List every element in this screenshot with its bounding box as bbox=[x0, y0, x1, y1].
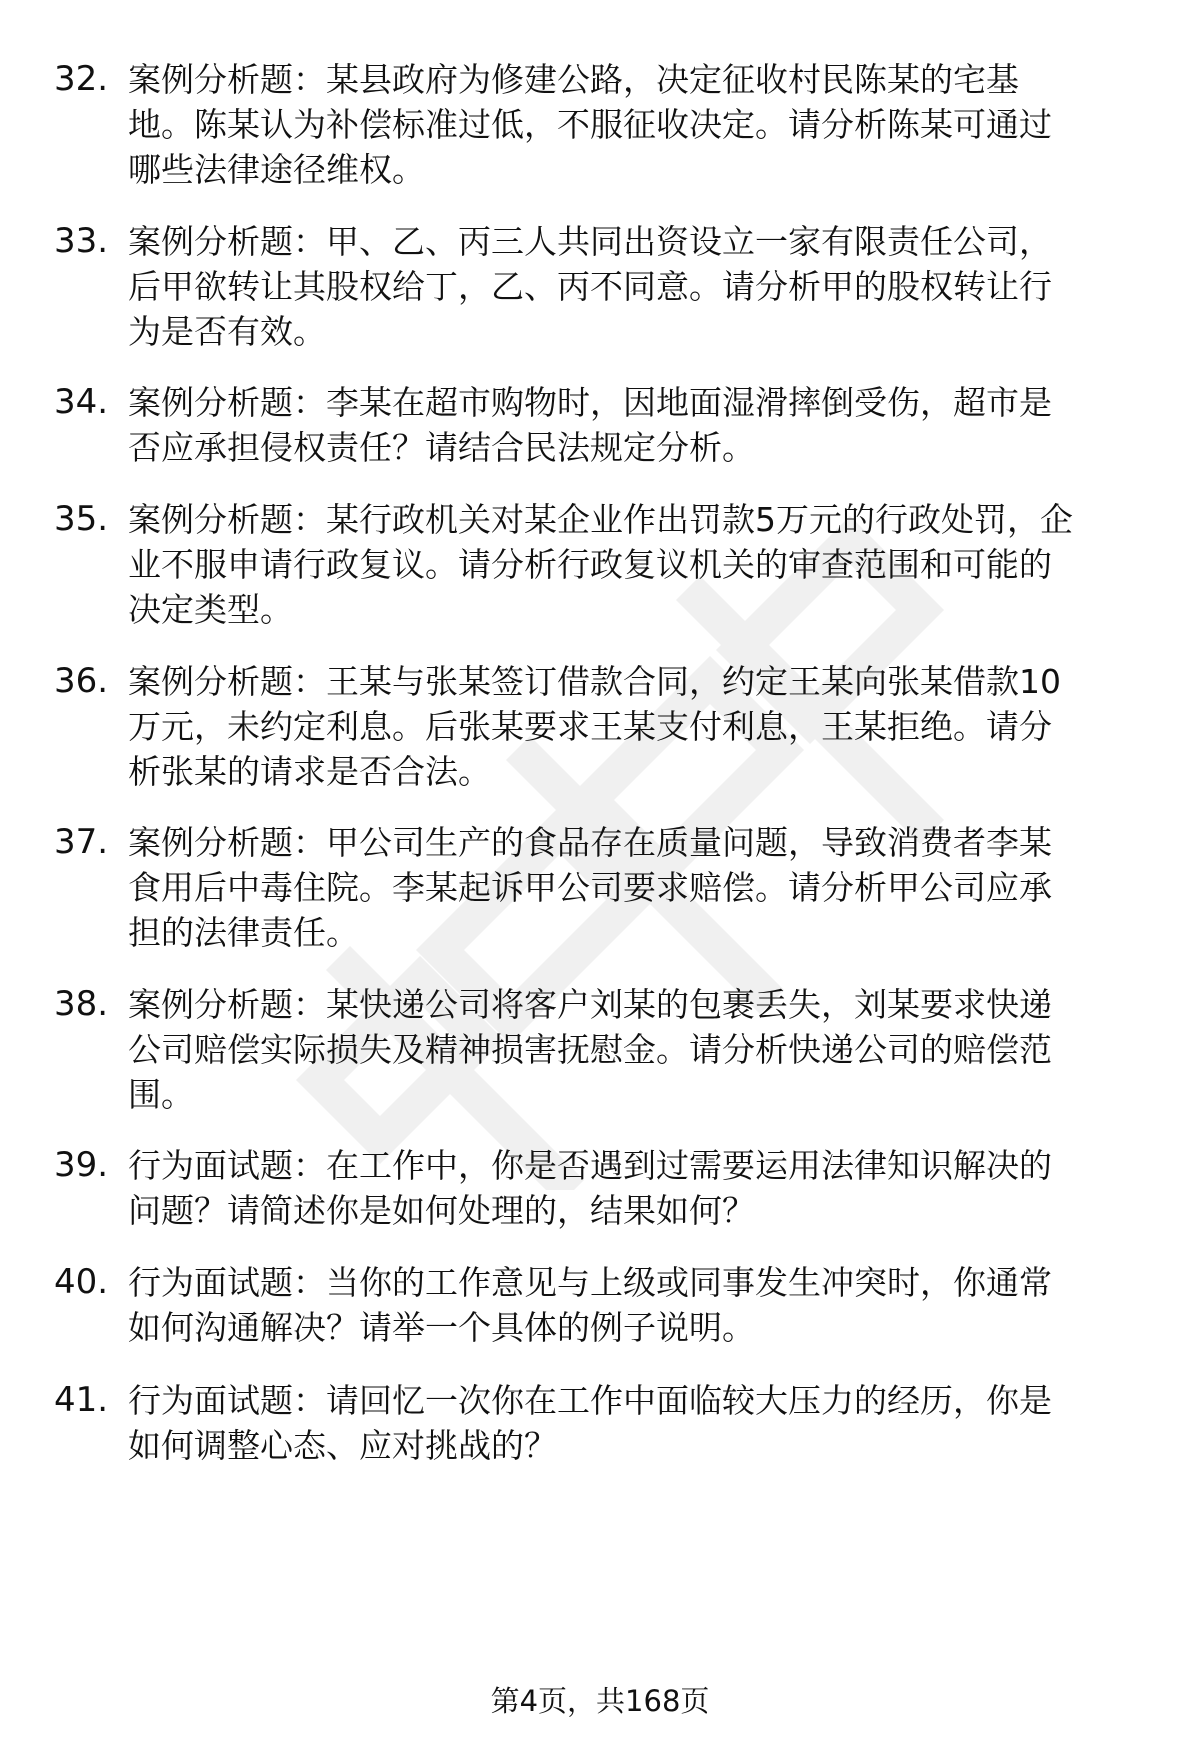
question-line: 行为面试题：请回忆一次你在工作中面临较大压力的经历，你是 bbox=[128, 1381, 1052, 1420]
question-line: 万元，未约定利息。后张某要求王某支付利息，王某拒绝。请分 bbox=[128, 707, 1052, 746]
question-line: 担的法律责任。 bbox=[128, 913, 359, 952]
question-line: 否应承担侵权责任？请结合民法规定分析。 bbox=[128, 428, 755, 467]
question-number: 36. bbox=[54, 661, 109, 701]
question-number: 32. bbox=[54, 59, 109, 99]
question-text bbox=[128, 1143, 1148, 1233]
question-line: 案例分析题：甲、乙、丙三人共同出资设立一家有限责任公司， bbox=[128, 222, 1052, 261]
question-number: 37. bbox=[54, 822, 109, 862]
page-footer: 第4页，共168页 bbox=[490, 1684, 710, 1718]
question-number: 38. bbox=[54, 984, 109, 1024]
question-number: 34. bbox=[54, 382, 109, 422]
question-number: 41. bbox=[54, 1380, 109, 1420]
question-text bbox=[128, 820, 1148, 955]
question-line: 案例分析题：甲公司生产的食品存在质量问题，导致消费者李某 bbox=[128, 823, 1052, 862]
question-line: 哪些法律途径维权。 bbox=[128, 150, 425, 189]
question-text bbox=[128, 219, 1148, 354]
question-line: 公司赔偿实际损失及精神损害抚慰金。请分析快递公司的赔偿范 bbox=[128, 1030, 1052, 1069]
question-text bbox=[128, 982, 1148, 1117]
question-line: 行为面试题：在工作中，你是否遇到过需要运用法律知识解决的 bbox=[128, 1146, 1052, 1185]
question-line: 为是否有效。 bbox=[128, 312, 326, 351]
question-line: 问题？请简述你是如何处理的，结果如何？ bbox=[128, 1191, 755, 1230]
question-line: 如何沟通解决？请举一个具体的例子说明。 bbox=[128, 1308, 755, 1347]
question-text bbox=[128, 659, 1148, 794]
question-line: 案例分析题：李某在超市购物时，因地面湿滑摔倒受伤，超市是 bbox=[128, 383, 1052, 422]
question-line: 析张某的请求是否合法。 bbox=[128, 752, 491, 791]
question-line: 案例分析题：某快递公司将客户刘某的包裹丢失，刘某要求快递 bbox=[128, 985, 1052, 1024]
question-line: 案例分析题：某行政机关对某企业作出罚款5万元的行政处罚，企 bbox=[128, 500, 1073, 539]
question-line: 行为面试题：当你的工作意见与上级或同事发生冲突时，你通常 bbox=[128, 1263, 1052, 1302]
question-number: 33. bbox=[54, 221, 109, 261]
question-text bbox=[128, 1260, 1148, 1350]
question-line: 案例分析题：某县政府为修建公路，决定征收村民陈某的宅基 bbox=[128, 60, 1019, 99]
question-number: 39. bbox=[54, 1145, 109, 1185]
question-line: 案例分析题：王某与张某签订借款合同，约定王某向张某借款10 bbox=[128, 662, 1061, 701]
question-line: 食用后中毒住院。李某起诉甲公司要求赔偿。请分析甲公司应承 bbox=[128, 868, 1052, 907]
question-text bbox=[128, 1378, 1148, 1468]
question-line: 围。 bbox=[128, 1075, 194, 1114]
question-text bbox=[128, 57, 1148, 192]
question-line: 地。陈某认为补偿标准过低，不服征收决定。请分析陈某可通过 bbox=[128, 105, 1052, 144]
question-line: 后甲欲转让其股权给丁，乙、丙不同意。请分析甲的股权转让行 bbox=[128, 267, 1052, 306]
question-number: 40. bbox=[54, 1262, 109, 1302]
question-line: 决定类型。 bbox=[128, 590, 293, 629]
question-text bbox=[128, 497, 1148, 632]
question-line: 业不服申请行政复议。请分析行政复议机关的审查范围和可能的 bbox=[128, 545, 1052, 584]
question-text bbox=[128, 380, 1148, 470]
question-number: 35. bbox=[54, 499, 109, 539]
question-line: 如何调整心态、应对挑战的？ bbox=[128, 1426, 557, 1465]
